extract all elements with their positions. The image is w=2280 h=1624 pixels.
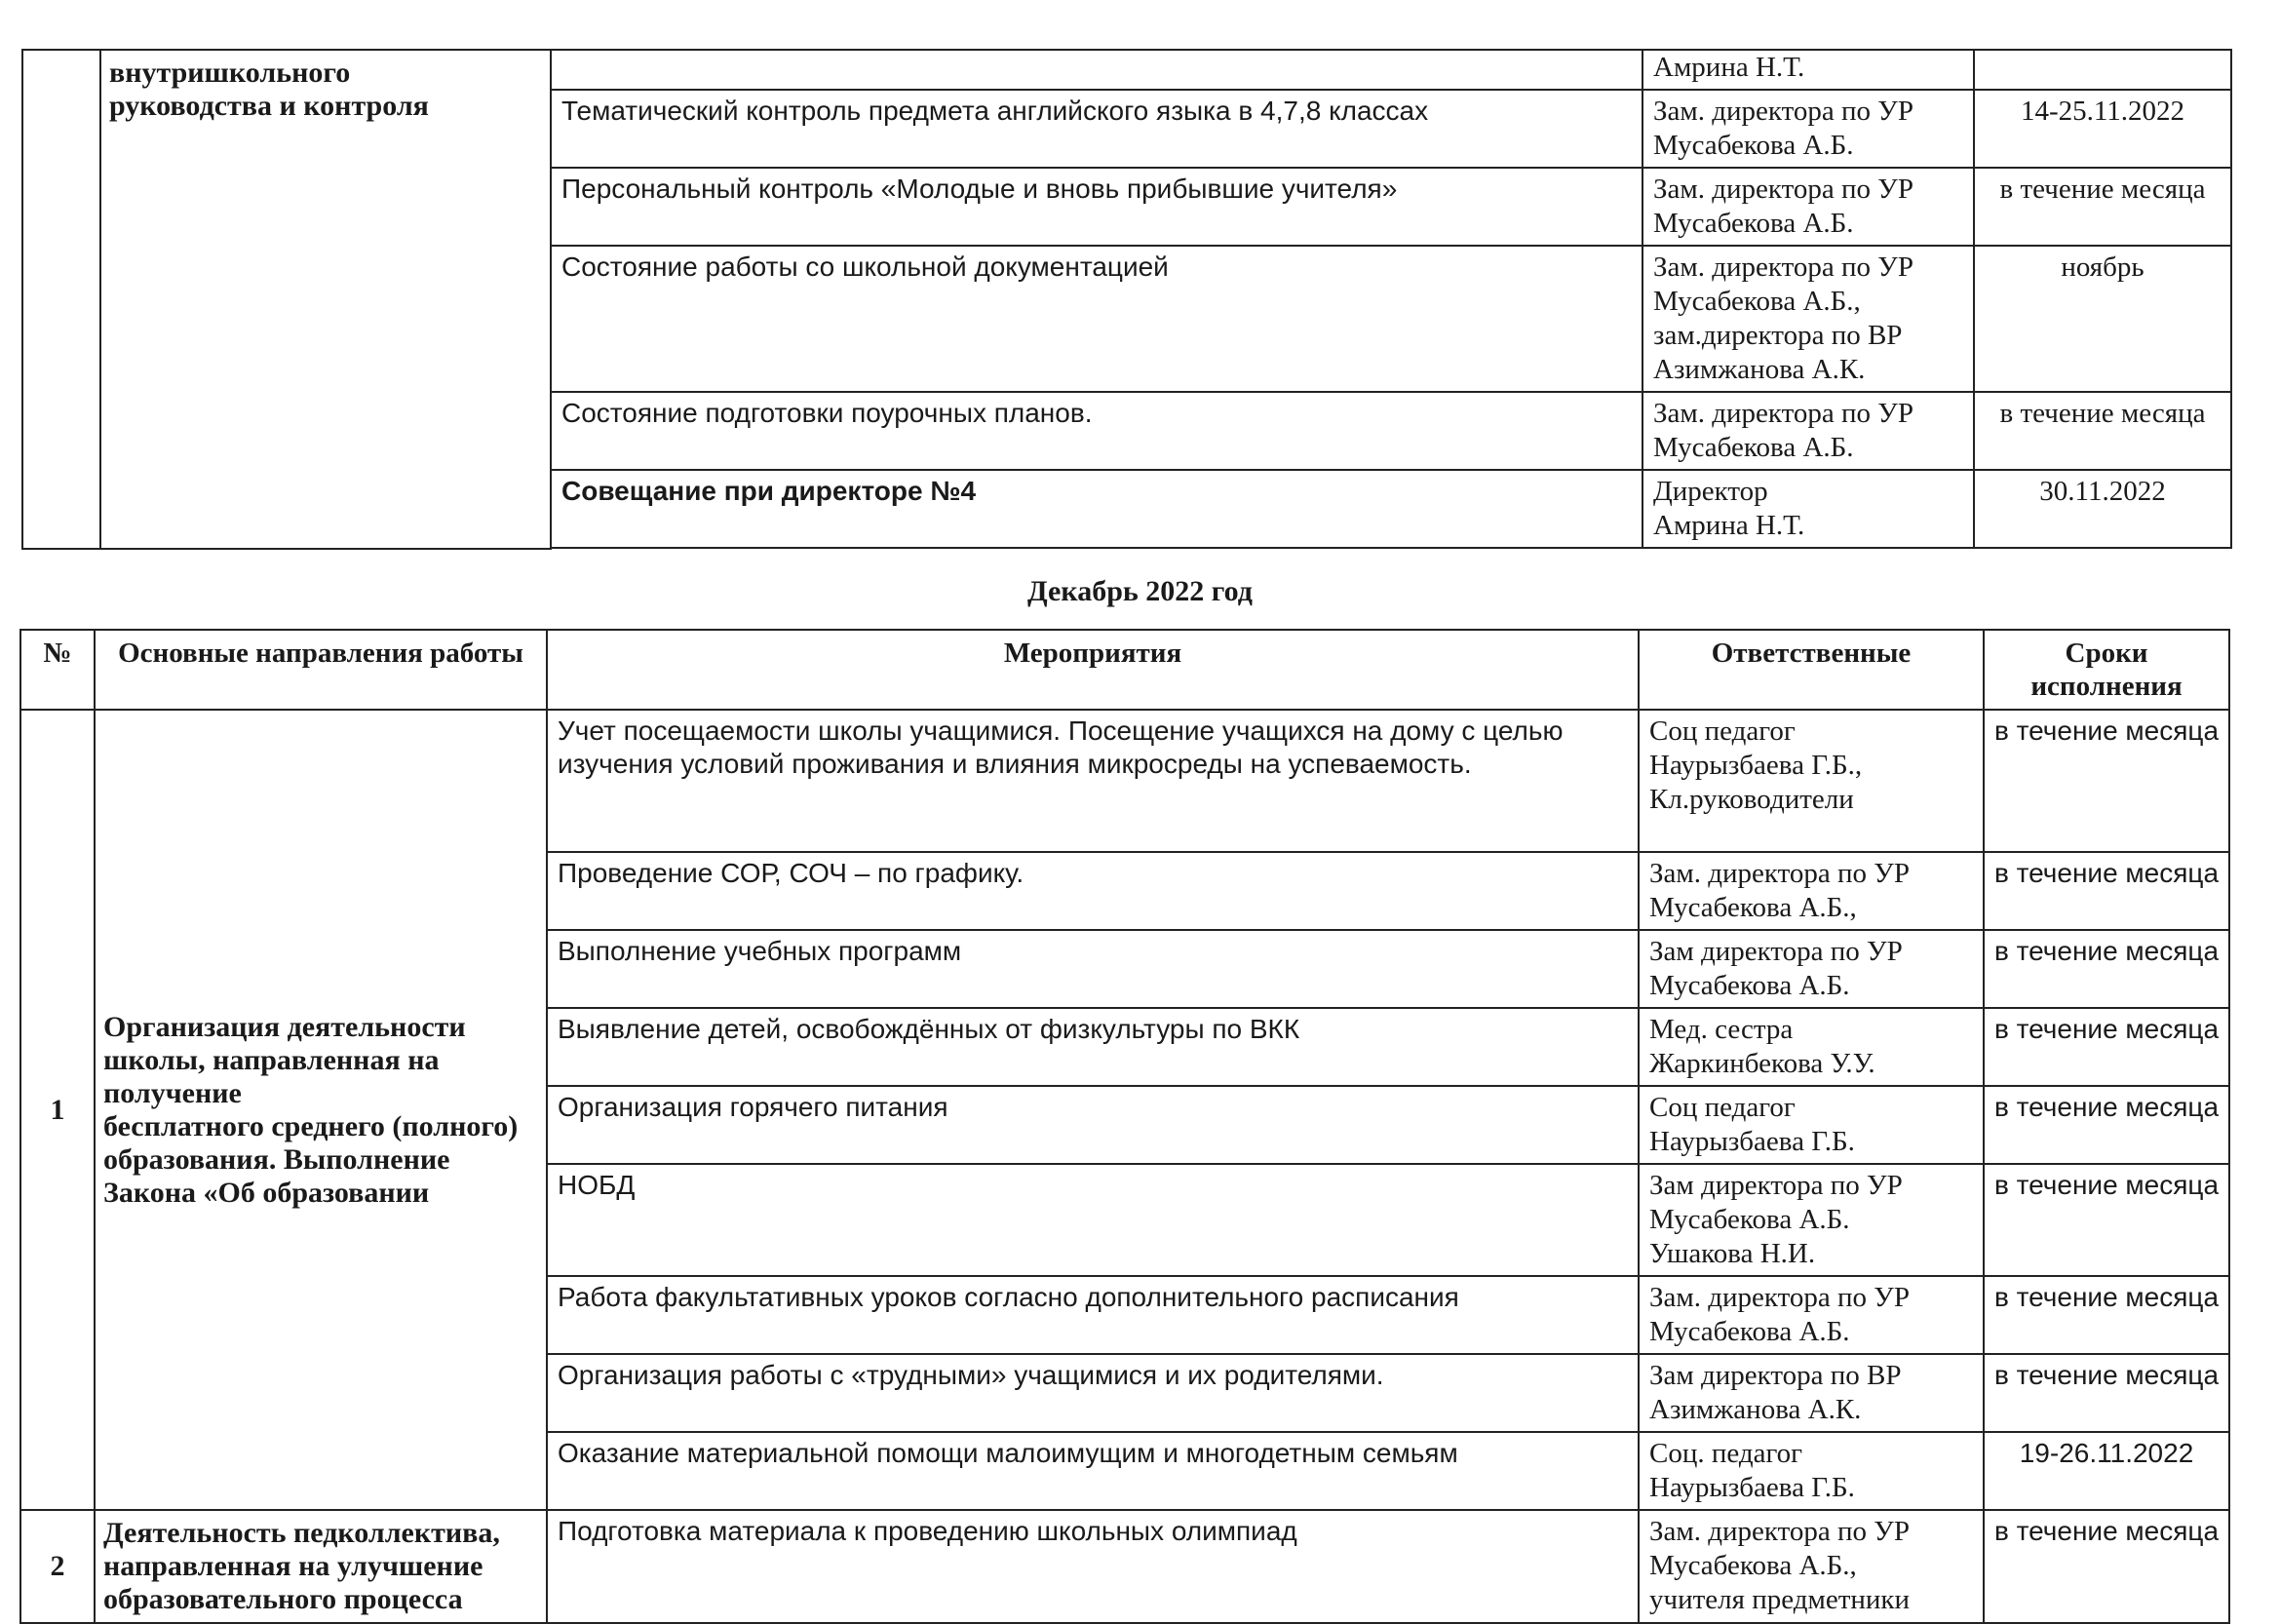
november-table-continued xyxy=(21,49,2232,550)
top-deadline-cell: 14-25.11.2022 xyxy=(1974,90,2231,168)
top-deadline-cell: в течение месяца xyxy=(1974,168,2231,246)
deadline-cell: в течение месяца xyxy=(1984,1008,2229,1086)
top-responsible-cell: Директор Амрина Н.Т. xyxy=(1642,470,1974,548)
deadline-cell: в течение месяца xyxy=(1984,1164,2229,1276)
event-cell: Работа факультативных уроков согласно дополнительного расписания xyxy=(547,1276,1639,1354)
top-responsible-cell: Зам. директора по УР Мусабекова А.Б. xyxy=(1642,392,1974,470)
top-deadline-cell: 30.11.2022 xyxy=(1974,470,2231,548)
responsible-cell: Соц педагог Наурызбаева Г.Б. xyxy=(1639,1086,1984,1164)
event-cell: Учет посещаемости школы учащимися. Посещение учащихся на дому с целью изучения условий проживания и влияния микросреды на успеваемость. xyxy=(547,710,1639,852)
event-cell: Подготовка материала к проведению школьных олимпиад xyxy=(547,1510,1639,1623)
responsible-cell: Мед. сестра Жаркинбекова У.У. xyxy=(1639,1008,1984,1086)
top-event-cell xyxy=(551,50,1642,90)
table-row xyxy=(20,1510,2229,1623)
top-direction-cell xyxy=(100,50,551,549)
event-cell: Проведение СОР, СОЧ – по графику. xyxy=(547,852,1639,930)
header-num: № xyxy=(20,630,95,710)
table-row xyxy=(20,710,2229,852)
responsible-cell: Зам директора по УР Мусабекова А.Б. Ушакова Н.И. xyxy=(1639,1164,1984,1276)
header-events: Мероприятия xyxy=(547,630,1639,710)
deadline-cell: в течение месяца xyxy=(1984,1086,2229,1164)
top-num-cell xyxy=(22,50,100,549)
responsible-cell: Соц. педагог Наурызбаева Г.Б. xyxy=(1639,1432,1984,1510)
responsible-cell: Зам директора по ВР Азимжанова А.К. xyxy=(1639,1354,1984,1432)
deadline-cell: в течение месяца xyxy=(1984,710,2229,852)
deadline-cell: в течение месяца xyxy=(1984,930,2229,1008)
deadline-cell: в течение месяца xyxy=(1984,1354,2229,1432)
deadline-cell: в течение месяца xyxy=(1984,1276,2229,1354)
group-direction: Деятельность педколлектива, направленная на улучшение образовательного процесса xyxy=(95,1510,547,1623)
top-responsible-cell: Амрина Н.Т. xyxy=(1642,50,1974,90)
responsible-cell: Соц педагог Наурызбаева Г.Б., Кл.руководители xyxy=(1639,710,1984,852)
top-event-cell: Совещание при директоре №4 xyxy=(551,470,1642,548)
event-cell: Оказание материальной помощи малоимущим и многодетным семьям xyxy=(547,1432,1639,1510)
top-event-cell: Состояние работы со школьной документацией xyxy=(551,246,1642,392)
top-event-cell: Тематический контроль предмета английского языка в 4,7,8 классах xyxy=(551,90,1642,168)
group-number: 1 xyxy=(20,710,95,1510)
table-header-row xyxy=(20,630,2229,710)
event-cell: Организация горячего питания xyxy=(547,1086,1639,1164)
responsible-cell: Зам. директора по УР Мусабекова А.Б., учителя предметники xyxy=(1639,1510,1984,1623)
responsible-cell: Зам. директора по УР Мусабекова А.Б. xyxy=(1639,1276,1984,1354)
top-deadline-cell: ноябрь xyxy=(1974,246,2231,392)
top-deadline-cell: в течение месяца xyxy=(1974,392,2231,470)
top-event-cell: Состояние подготовки поурочных планов. xyxy=(551,392,1642,470)
header-deadline: Сроки исполнения xyxy=(1984,630,2229,710)
group-direction: Организация деятельности школы, направленная на получение бесплатного среднего (полного) образования. Выполнение Закона «Об образовании xyxy=(95,710,547,1510)
deadline-cell: в течение месяца xyxy=(1984,1510,2229,1623)
top-responsible-cell: Зам. директора по УР Мусабекова А.Б. xyxy=(1642,168,1974,246)
header-responsible: Ответственные xyxy=(1639,630,1984,710)
top-event-cell: Персональный контроль «Молодые и вновь прибывшие учителя» xyxy=(551,168,1642,246)
top-responsible-cell: Зам. директора по УР Мусабекова А.Б., зам.директора по ВР Азимжанова А.К. xyxy=(1642,246,1974,392)
december-plan-table xyxy=(19,629,2230,1624)
group-number: 2 xyxy=(20,1510,95,1623)
deadline-cell: в течение месяца xyxy=(1984,852,2229,930)
section-title: Декабрь 2022 год xyxy=(1027,575,1253,607)
event-cell: НОБД xyxy=(547,1164,1639,1276)
responsible-cell: Зам директора по УР Мусабекова А.Б. xyxy=(1639,930,1984,1008)
header-direction: Основные направления работы xyxy=(95,630,547,710)
event-cell: Организация работы с «трудными» учащимися и их родителями. xyxy=(547,1354,1639,1432)
event-cell: Выявление детей, освобождённых от физкультуры по ВКК xyxy=(547,1008,1639,1086)
event-cell: Выполнение учебных программ xyxy=(547,930,1639,1008)
responsible-cell: Зам. директора по УР Мусабекова А.Б., xyxy=(1639,852,1984,930)
top-direction-text: внутришкольного руководства и контроля xyxy=(109,57,429,122)
top-responsible-cell: Зам. директора по УР Мусабекова А.Б. xyxy=(1642,90,1974,168)
top-deadline-cell xyxy=(1974,50,2231,90)
deadline-cell: 19-26.11.2022 xyxy=(1984,1432,2229,1510)
